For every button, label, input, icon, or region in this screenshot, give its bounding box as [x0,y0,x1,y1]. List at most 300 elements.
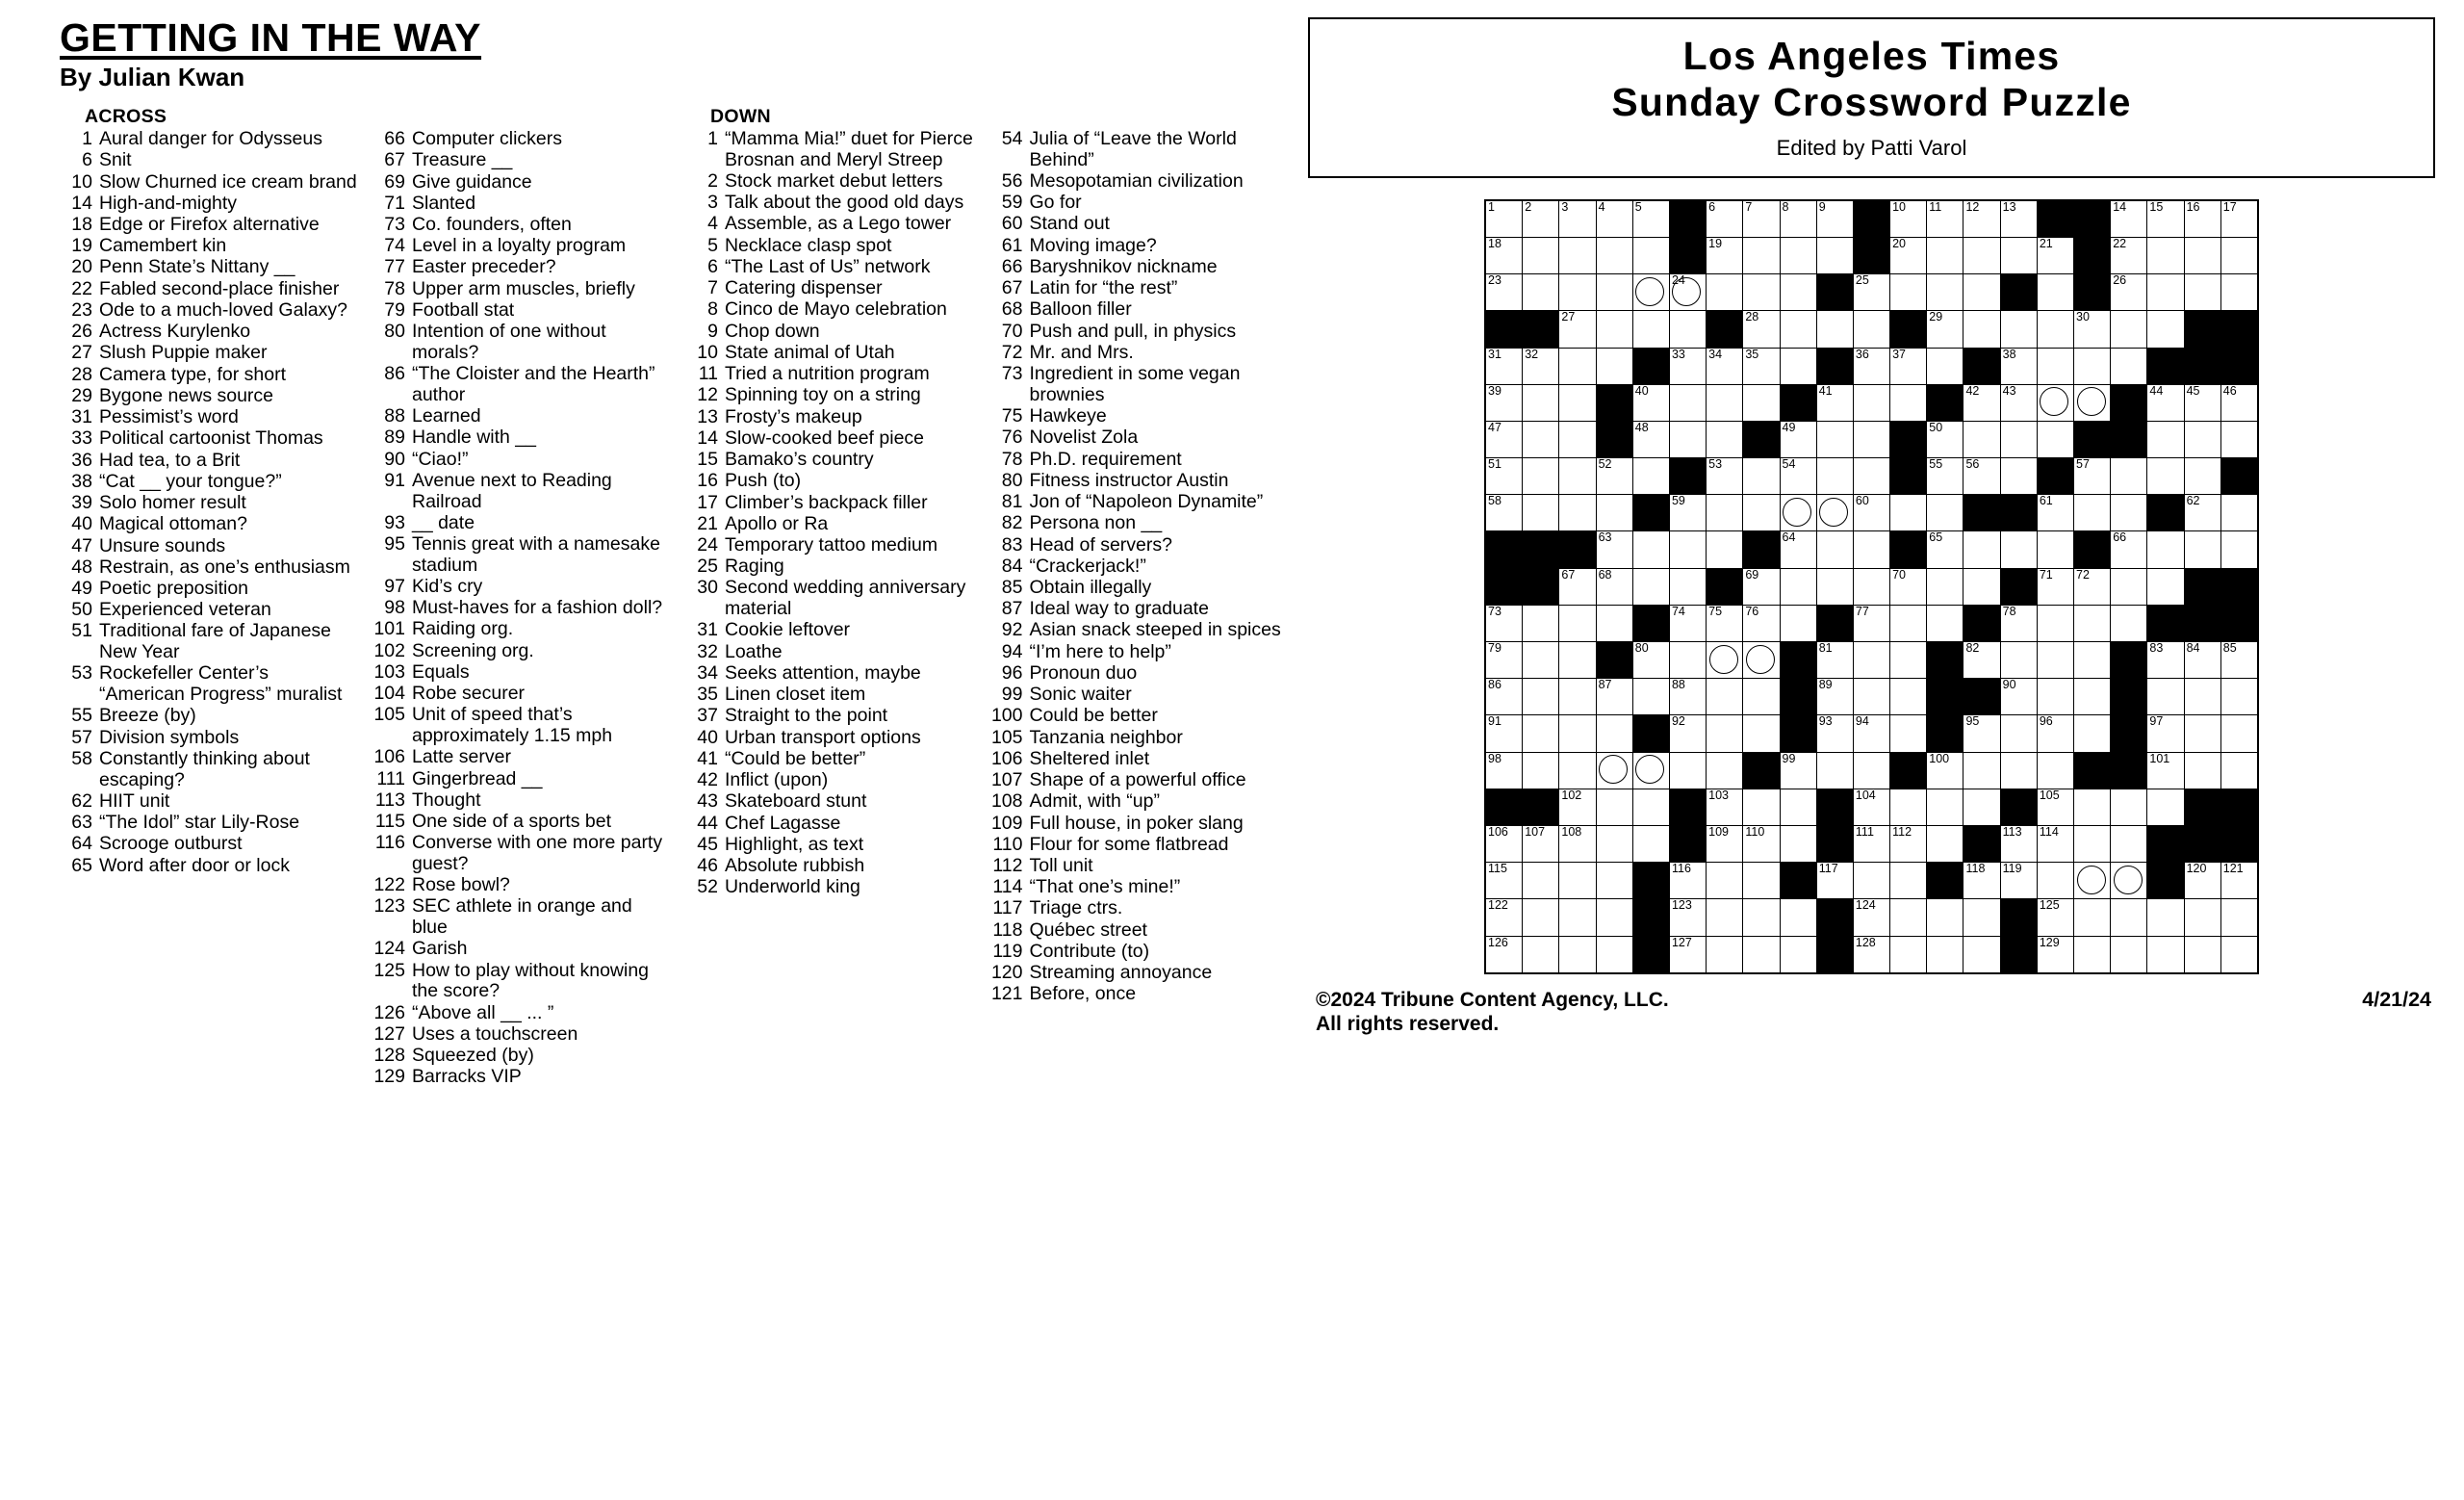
grid-cell[interactable] [2074,936,2111,973]
clue-item[interactable] [372,747,672,768]
clue-item[interactable] [372,1003,672,1024]
grid-cell[interactable] [2037,274,2073,311]
clue-item[interactable] [60,536,359,557]
grid-cell[interactable] [1523,825,1559,862]
grid-cell[interactable] [1707,605,1743,641]
grid-cell[interactable] [1890,495,1927,531]
grid-cell[interactable] [1596,311,1632,348]
grid-cell[interactable] [1559,752,1596,789]
clue-item[interactable] [60,407,359,428]
clue-item[interactable] [372,257,672,278]
clue-item[interactable] [989,599,1281,620]
grid-cell[interactable] [1632,679,1669,715]
grid-cell[interactable] [1596,458,1632,495]
clue-item[interactable] [685,471,977,492]
grid-cell[interactable] [2074,789,2111,825]
grid-cell[interactable] [1890,642,1927,679]
grid-cell[interactable] [1632,825,1669,862]
grid-cell[interactable] [1669,568,1706,605]
clue-item[interactable] [372,172,672,194]
grid-cell[interactable] [1523,274,1559,311]
grid-cell[interactable] [2147,531,2184,568]
clue-item[interactable] [989,214,1281,235]
grid-cell[interactable] [1669,274,1706,311]
clue-item[interactable] [372,939,672,960]
grid-cell[interactable] [1890,568,1927,605]
clue-item[interactable] [60,300,359,322]
clue-item[interactable] [372,471,672,512]
grid-cell[interactable] [1596,715,1632,752]
grid-cell[interactable] [1485,679,1523,715]
clue-item[interactable] [989,236,1281,257]
grid-cell[interactable] [1853,679,1889,715]
grid-cell[interactable] [1964,531,2000,568]
grid-cell[interactable] [1669,348,1706,384]
clue-item[interactable] [989,984,1281,1005]
clue-item[interactable] [60,472,359,493]
grid-cell[interactable] [1669,715,1706,752]
clue-item[interactable] [60,172,359,194]
grid-cell[interactable] [2220,863,2258,899]
clue-item[interactable] [685,706,977,727]
grid-cell[interactable] [2037,568,2073,605]
grid-cell[interactable] [1964,936,2000,973]
grid-cell[interactable] [1964,899,2000,936]
grid-cell[interactable] [1964,568,2000,605]
clue-item[interactable] [685,514,977,535]
grid-cell[interactable] [2037,421,2073,457]
grid-cell[interactable] [2074,568,2111,605]
clue-item[interactable] [60,150,359,171]
clue-item[interactable] [685,364,977,385]
grid-cell[interactable] [2000,348,2037,384]
grid-cell[interactable] [2147,421,2184,457]
clue-item[interactable] [685,407,977,428]
grid-cell[interactable] [1743,568,1780,605]
clue-item[interactable] [989,642,1281,663]
grid-cell[interactable] [1853,715,1889,752]
grid-cell[interactable] [2111,789,2147,825]
grid-cell[interactable] [1559,274,1596,311]
clue-item[interactable] [989,728,1281,749]
grid-cell[interactable] [2037,825,2073,862]
grid-cell[interactable] [2184,531,2220,568]
grid-cell[interactable] [2220,237,2258,273]
grid-cell[interactable] [2220,679,2258,715]
grid-cell[interactable] [1596,863,1632,899]
grid-cell[interactable] [1927,421,1964,457]
grid-cell[interactable] [2220,384,2258,421]
grid-cell[interactable] [2111,899,2147,936]
grid-cell[interactable] [2111,531,2147,568]
clue-item[interactable] [685,685,977,706]
clue-item[interactable] [60,257,359,278]
clue-item[interactable] [685,450,977,471]
grid-cell[interactable] [1669,605,1706,641]
clue-item[interactable] [60,386,359,407]
grid-cell[interactable] [2220,421,2258,457]
clue-item[interactable] [60,706,359,727]
clue-item[interactable] [60,621,359,662]
grid-cell[interactable] [2184,899,2220,936]
clue-item[interactable] [989,171,1281,193]
grid-cell[interactable] [1485,825,1523,862]
grid-cell[interactable] [2111,605,2147,641]
clue-item[interactable] [372,961,672,1002]
grid-cell[interactable] [2147,384,2184,421]
grid-cell[interactable] [1853,421,1889,457]
grid-cell[interactable] [1743,237,1780,273]
grid-cell[interactable] [1964,863,2000,899]
grid-cell[interactable] [1780,200,1816,238]
clue-item[interactable] [685,193,977,214]
clue-item[interactable] [60,663,359,705]
clue-item[interactable] [989,685,1281,706]
grid-cell[interactable] [1927,752,1964,789]
grid-cell[interactable] [2074,825,2111,862]
grid-cell[interactable] [1632,237,1669,273]
grid-cell[interactable] [1927,568,1964,605]
grid-cell[interactable] [1964,311,2000,348]
clue-item[interactable] [685,257,977,278]
grid-cell[interactable] [1523,605,1559,641]
grid-cell[interactable] [2111,274,2147,311]
grid-cell[interactable] [1632,274,1669,311]
grid-cell[interactable] [2220,274,2258,311]
grid-cell[interactable] [1853,789,1889,825]
grid-cell[interactable] [1632,311,1669,348]
grid-cell[interactable] [1669,863,1706,899]
clue-item[interactable] [989,814,1281,835]
grid-cell[interactable] [1964,274,2000,311]
grid-cell[interactable] [1964,789,2000,825]
grid-cell[interactable] [1632,384,1669,421]
clue-item[interactable] [372,322,672,363]
grid-cell[interactable] [2147,200,2184,238]
grid-cell[interactable] [1632,458,1669,495]
grid-cell[interactable] [1964,752,2000,789]
grid-cell[interactable] [1780,237,1816,273]
grid-cell[interactable] [1523,863,1559,899]
grid-cell[interactable] [1780,311,1816,348]
grid-cell[interactable] [2074,384,2111,421]
grid-cell[interactable] [2074,899,2111,936]
clue-item[interactable] [372,896,672,938]
grid-cell[interactable] [1816,679,1853,715]
grid-cell[interactable] [1964,421,2000,457]
clue-item[interactable] [685,129,977,170]
grid-cell[interactable] [2037,495,2073,531]
grid-cell[interactable] [1523,458,1559,495]
grid-cell[interactable] [1780,605,1816,641]
grid-cell[interactable] [1669,531,1706,568]
grid-cell[interactable] [1559,421,1596,457]
clue-item[interactable] [60,194,359,215]
grid-cell[interactable] [1927,458,1964,495]
grid-cell[interactable] [1927,200,1964,238]
grid-cell[interactable] [1964,237,2000,273]
grid-cell[interactable] [1927,531,1964,568]
grid-cell[interactable] [1927,789,1964,825]
clue-item[interactable] [372,769,672,790]
clue-item[interactable] [989,706,1281,727]
grid-cell[interactable] [1927,237,1964,273]
clue-item[interactable] [60,813,359,834]
clue-item[interactable] [60,791,359,813]
grid-cell[interactable] [1707,200,1743,238]
grid-cell[interactable] [2000,458,2037,495]
grid-cell[interactable] [2184,715,2220,752]
grid-cell[interactable] [1485,642,1523,679]
grid-cell[interactable] [1559,825,1596,862]
clue-item[interactable] [372,129,672,150]
clue-item[interactable] [989,427,1281,449]
clue-item[interactable] [372,577,672,598]
grid-cell[interactable] [1927,348,1964,384]
grid-cell[interactable] [2000,200,2037,238]
grid-cell[interactable] [1890,715,1927,752]
grid-cell[interactable] [1816,715,1853,752]
grid-cell[interactable] [1707,421,1743,457]
grid-cell[interactable] [2037,936,2073,973]
grid-cell[interactable] [1707,899,1743,936]
grid-cell[interactable] [1523,715,1559,752]
grid-cell[interactable] [1596,495,1632,531]
grid-cell[interactable] [1927,605,1964,641]
grid-cell[interactable] [1559,200,1596,238]
grid-cell[interactable] [1890,605,1927,641]
grid-cell[interactable] [1669,679,1706,715]
grid-cell[interactable] [1853,495,1889,531]
grid-cell[interactable] [1743,495,1780,531]
grid-cell[interactable] [1964,458,2000,495]
clue-item[interactable] [372,662,672,684]
grid-cell[interactable] [1596,899,1632,936]
grid-cell[interactable] [2037,311,2073,348]
grid-cell[interactable] [1707,274,1743,311]
grid-cell[interactable] [1890,348,1927,384]
grid-cell[interactable] [1890,200,1927,238]
clue-item[interactable] [685,236,977,257]
grid-cell[interactable] [1890,237,1927,273]
clue-item[interactable] [60,236,359,257]
grid-cell[interactable] [2184,679,2220,715]
grid-cell[interactable] [2037,752,2073,789]
clue-item[interactable] [372,406,672,427]
grid-cell[interactable] [1890,789,1927,825]
grid-cell[interactable] [1816,311,1853,348]
clue-item[interactable] [372,215,672,236]
clue-item[interactable] [989,770,1281,791]
grid-cell[interactable] [2074,348,2111,384]
clue-item[interactable] [372,450,672,471]
grid-cell[interactable] [1890,825,1927,862]
grid-cell[interactable] [1707,384,1743,421]
grid-cell[interactable] [2220,936,2258,973]
grid-cell[interactable] [2000,642,2037,679]
grid-cell[interactable] [2037,679,2073,715]
clue-item[interactable] [60,579,359,600]
grid-cell[interactable] [1707,715,1743,752]
grid-cell[interactable] [1743,863,1780,899]
clue-item[interactable] [60,428,359,450]
clue-item[interactable] [60,215,359,236]
grid-cell[interactable] [2184,752,2220,789]
grid-cell[interactable] [2184,237,2220,273]
grid-cell[interactable] [1669,642,1706,679]
clue-item[interactable] [372,1067,672,1088]
grid-cell[interactable] [2184,384,2220,421]
grid-cell[interactable] [1707,789,1743,825]
grid-cell[interactable] [1485,200,1523,238]
grid-cell[interactable] [1559,495,1596,531]
grid-cell[interactable] [1743,274,1780,311]
grid-cell[interactable] [1927,274,1964,311]
clue-item[interactable] [372,150,672,171]
grid-cell[interactable] [1632,642,1669,679]
clue-item[interactable] [60,451,359,472]
grid-cell[interactable] [1669,421,1706,457]
grid-cell[interactable] [1780,936,1816,973]
grid-cell[interactable] [1707,531,1743,568]
grid-cell[interactable] [2037,642,2073,679]
clue-item[interactable] [60,343,359,364]
clue-item[interactable] [372,534,672,576]
grid-cell[interactable] [1707,679,1743,715]
grid-cell[interactable] [2184,936,2220,973]
grid-cell[interactable] [2037,899,2073,936]
grid-cell[interactable] [1632,568,1669,605]
grid-cell[interactable] [2074,715,2111,752]
grid-cell[interactable] [2111,495,2147,531]
clue-item[interactable] [372,194,672,215]
clue-item[interactable] [989,856,1281,877]
grid-cell[interactable] [1559,458,1596,495]
grid-cell[interactable] [2220,495,2258,531]
grid-cell[interactable] [1559,311,1596,348]
grid-cell[interactable] [1485,421,1523,457]
grid-cell[interactable] [1743,311,1780,348]
grid-cell[interactable] [2184,863,2220,899]
clue-item[interactable] [989,620,1281,641]
clue-item[interactable] [989,193,1281,214]
grid-cell[interactable] [2147,458,2184,495]
grid-cell[interactable] [2000,863,2037,899]
clue-item[interactable] [372,812,672,833]
grid-cell[interactable] [1559,237,1596,273]
clue-item[interactable] [60,856,359,877]
grid-cell[interactable] [1559,715,1596,752]
grid-cell[interactable] [1816,495,1853,531]
clue-item[interactable] [372,598,672,619]
grid-cell[interactable] [1964,715,2000,752]
grid-cell[interactable] [1523,899,1559,936]
grid-cell[interactable] [1780,568,1816,605]
grid-cell[interactable] [1559,679,1596,715]
grid-cell[interactable] [1669,936,1706,973]
grid-cell[interactable] [1669,384,1706,421]
clue-item[interactable] [685,322,977,343]
clue-item[interactable] [372,619,672,640]
grid-cell[interactable] [1485,237,1523,273]
grid-cell[interactable] [1523,936,1559,973]
grid-cell[interactable] [2111,200,2147,238]
grid-cell[interactable] [2000,715,2037,752]
grid-cell[interactable] [1485,348,1523,384]
clue-item[interactable] [60,749,359,790]
grid-cell[interactable] [2037,789,2073,825]
grid-cell[interactable] [1559,642,1596,679]
clue-item[interactable] [685,535,977,556]
grid-cell[interactable] [1816,200,1853,238]
grid-cell[interactable] [2184,421,2220,457]
grid-cell[interactable] [2000,237,2037,273]
grid-cell[interactable] [1816,642,1853,679]
grid-cell[interactable] [1890,936,1927,973]
clue-item[interactable] [989,406,1281,427]
grid-cell[interactable] [1816,421,1853,457]
grid-cell[interactable] [1707,458,1743,495]
grid-cell[interactable] [1780,789,1816,825]
grid-cell[interactable] [1596,348,1632,384]
grid-cell[interactable] [1743,825,1780,862]
grid-cell[interactable] [2111,237,2147,273]
clue-item[interactable] [989,343,1281,364]
grid-cell[interactable] [2147,274,2184,311]
grid-cell[interactable] [1780,531,1816,568]
grid-cell[interactable] [1780,421,1816,457]
grid-cell[interactable] [1853,642,1889,679]
grid-cell[interactable] [1559,936,1596,973]
grid-cell[interactable] [1816,237,1853,273]
grid-cell[interactable] [1816,752,1853,789]
grid-cell[interactable] [1964,642,2000,679]
clue-item[interactable] [989,322,1281,343]
clue-item[interactable] [989,450,1281,471]
clue-item[interactable] [989,835,1281,856]
clue-item[interactable] [685,620,977,641]
grid-cell[interactable] [1853,568,1889,605]
grid-cell[interactable] [2000,752,2037,789]
clue-item[interactable] [685,642,977,663]
grid-cell[interactable] [1596,605,1632,641]
grid-cell[interactable] [1632,531,1669,568]
clue-item[interactable] [372,875,672,896]
clue-item[interactable] [685,835,977,856]
grid-cell[interactable] [1523,421,1559,457]
grid-cell[interactable] [1559,789,1596,825]
clue-item[interactable] [372,427,672,449]
grid-cell[interactable] [1743,789,1780,825]
clue-item[interactable] [372,300,672,322]
grid-cell[interactable] [2000,605,2037,641]
grid-cell[interactable] [1890,679,1927,715]
clue-item[interactable] [372,364,672,405]
clue-item[interactable] [685,578,977,619]
grid-cell[interactable] [1853,825,1889,862]
grid-cell[interactable] [1596,531,1632,568]
grid-cell[interactable] [1890,384,1927,421]
grid-cell[interactable] [1890,274,1927,311]
grid-cell[interactable] [1927,936,1964,973]
grid-cell[interactable] [1485,863,1523,899]
grid-cell[interactable] [1853,384,1889,421]
clue-item[interactable] [60,365,359,386]
grid-cell[interactable] [1853,274,1889,311]
grid-cell[interactable] [1927,495,1964,531]
clue-item[interactable] [685,663,977,685]
clue-item[interactable] [989,129,1281,170]
